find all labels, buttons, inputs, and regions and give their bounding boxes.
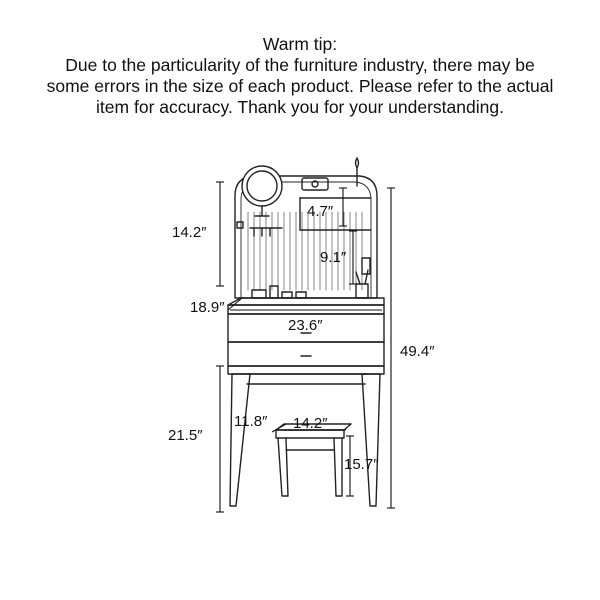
stool — [276, 424, 351, 496]
vanity-cabinet — [235, 158, 377, 298]
warm-tip-heading: Warm tip: — [262, 34, 338, 54]
label-table-leg-height: 21.5″ — [168, 427, 203, 444]
warm-tip-line-2: some errors in the size of each product. Please refer to the actual — [46, 76, 554, 96]
label-stool-width: 14.2″ — [293, 415, 328, 432]
label-table-depth: 18.9″ — [190, 299, 225, 316]
warm-tip-line-3: item for accuracy. Thank you for your understanding. — [96, 97, 504, 117]
label-stool-depth: 11.8″ — [234, 413, 268, 430]
vanity-table — [228, 298, 384, 374]
warm-tip-line-1: Due to the particularity of the furniture industry, there may be — [65, 55, 535, 75]
vanity-legs — [230, 374, 380, 506]
label-upper-shelf-height: 4.7″ — [307, 203, 334, 220]
label-mirror-cabinet-height: 14.2″ — [172, 224, 207, 241]
label-lower-shelf-height: 9.1″ — [320, 249, 347, 266]
label-stool-height: 15.7″ — [344, 456, 379, 473]
label-table-width: 23.6″ — [288, 317, 323, 334]
label-total-height: 49.4″ — [400, 343, 435, 360]
